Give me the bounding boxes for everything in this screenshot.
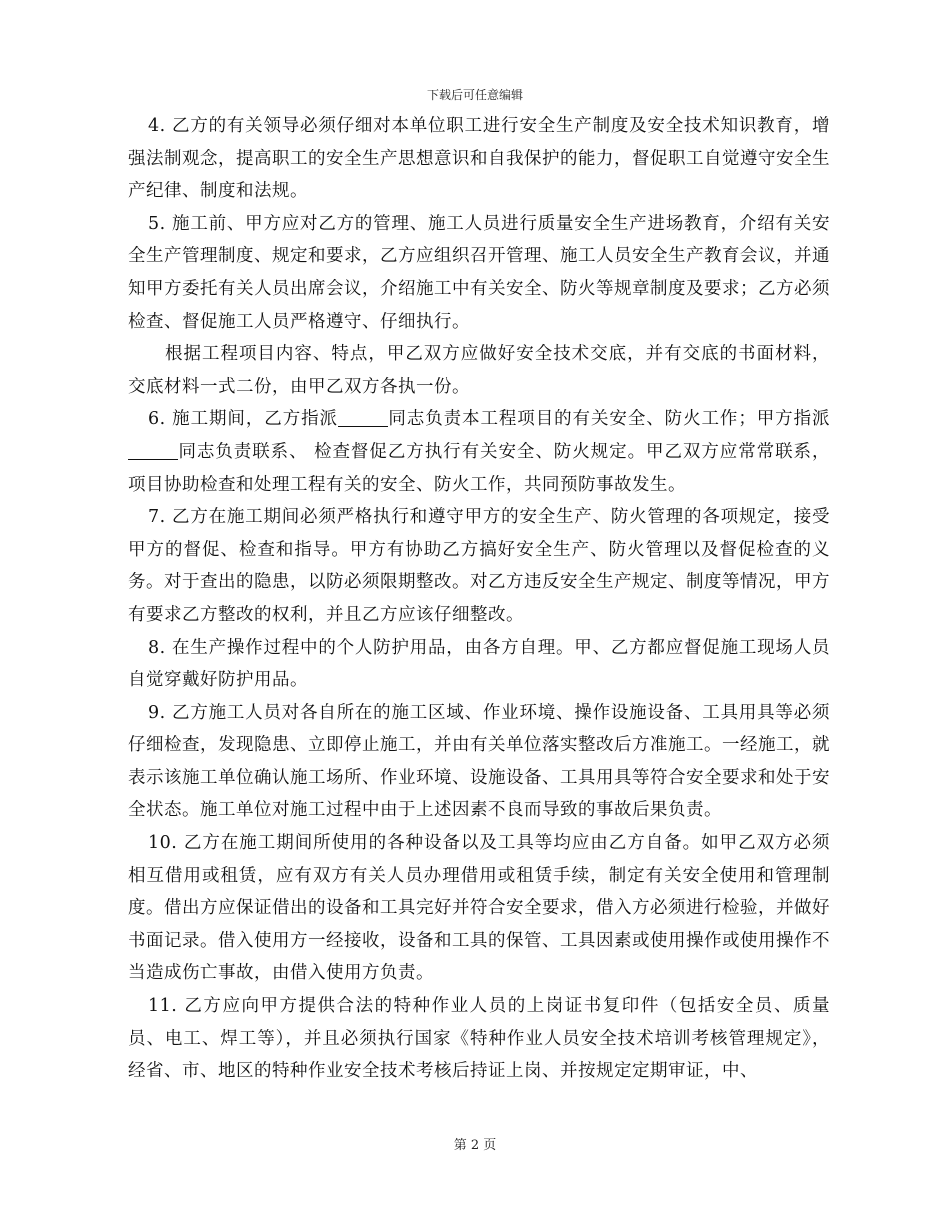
clause-5: 5. 施工前、甲方应对乙方的管理、施工人员进行质量安全生产进场教育，介绍有关安全生产管理制度、规定和要求，乙方应组织召开管理、施工人员安全生产教育会议，并通知甲方委托有关人员出席会议，介绍施工中有关安全、防火等规章制度及要求；乙方必须检查、督促施工人员严格遵守、仔细执行。 bbox=[128, 213, 830, 332]
clause-6-part-a: 6. 施工期间，乙方指派 bbox=[148, 409, 338, 430]
document-body bbox=[128, 110, 830, 1088]
clause-7: 7. 乙方在施工期间必须严格执行和遵守甲方的安全生产、防火管理的各项规定，接受甲方的督促、检查和指导。甲方有协助乙方搞好安全生产、防火管理以及督促检查的义务。对于查出的隐患，以防必须限期整改。对乙方违反安全生产规定、制度等情况，甲方有要求乙方整改的权利，并且乙方应该仔细整改。 bbox=[128, 507, 830, 625]
clause-6-part-c: 同志负责联系、 检查督促乙方执行有关安全、防火规定。甲乙双方应常常联系，项目协助检查和处理工程有关的安全、防火工作，共同预防事故发生。 bbox=[128, 441, 830, 495]
clause-6 bbox=[128, 403, 830, 501]
fill-in-blank[interactable] bbox=[338, 409, 388, 428]
clause-10: 10. 乙方在施工期间所使用的各种设备以及工具等均应由乙方自备。如甲乙双方必须相互借用或租赁，应有双方有关人员办理借用或租赁手续，制定有关安全使用和管理制度。借出方应保证借出的设备和工具完好并符合安全要求，借入方必须进行检验，并做好书面记录。借入使用方一经接收，设备和工具的保管、工具因素或使用操作或使用操作不当造成伤亡事故，由借入使用方负责。 bbox=[128, 833, 830, 984]
clause-11: 11. 乙方应向甲方提供合法的特种作业人员的上岗证书复印件（包括安全员、质量员、电工、焊工等），并且必须执行国家《特种作业人员安全技术培训考核管理规定》，经省、市、地区的特种作业安全技术考核后持证上岗、并按规定定期审证，中、 bbox=[128, 996, 830, 1082]
clause-6-part-b: 同志负责本工程项目的有关安全、防火工作；甲方指派 bbox=[387, 409, 830, 430]
fill-in-blank[interactable] bbox=[128, 441, 178, 460]
clause-4: 4. 乙方的有关领导必须仔细对本单位职工进行安全生产制度及安全技术知识教育，增强法制观念，提高职工的安全生产思想意识和自我保护的能力，督促职工自觉遵守安全生产纪律、制度和法规。 bbox=[128, 116, 830, 202]
page-header: 下载后可任意编辑 bbox=[426, 88, 523, 102]
clause-5-supplement: 根据工程项目内容、特点，甲乙双方应做好安全技术交底，并有交底的书面材料，交底材料一式二份，由甲乙双方各执一份。 bbox=[128, 344, 830, 397]
clause-9: 9. 乙方施工人员对各自所在的施工区域、作业环境、操作设施设备、工具用具等必须仔细检查，发现隐患、立即停止施工，并由有关单位落实整改后方准施工。一经施工，就表示该施工单位确认施工场所、作业环境、设施设备、工具用具等符合安全要求和处于安全状态。施工单位对施工过程中由于上述因素不良而导致的事故后果负责。 bbox=[128, 702, 830, 821]
clause-8: 8. 在生产操作过程中的个人防护用品，由各方自理。甲、乙方都应督促施工现场人员自觉穿戴好防护用品。 bbox=[128, 637, 830, 691]
page-number: 第 2 页 bbox=[453, 1138, 497, 1153]
